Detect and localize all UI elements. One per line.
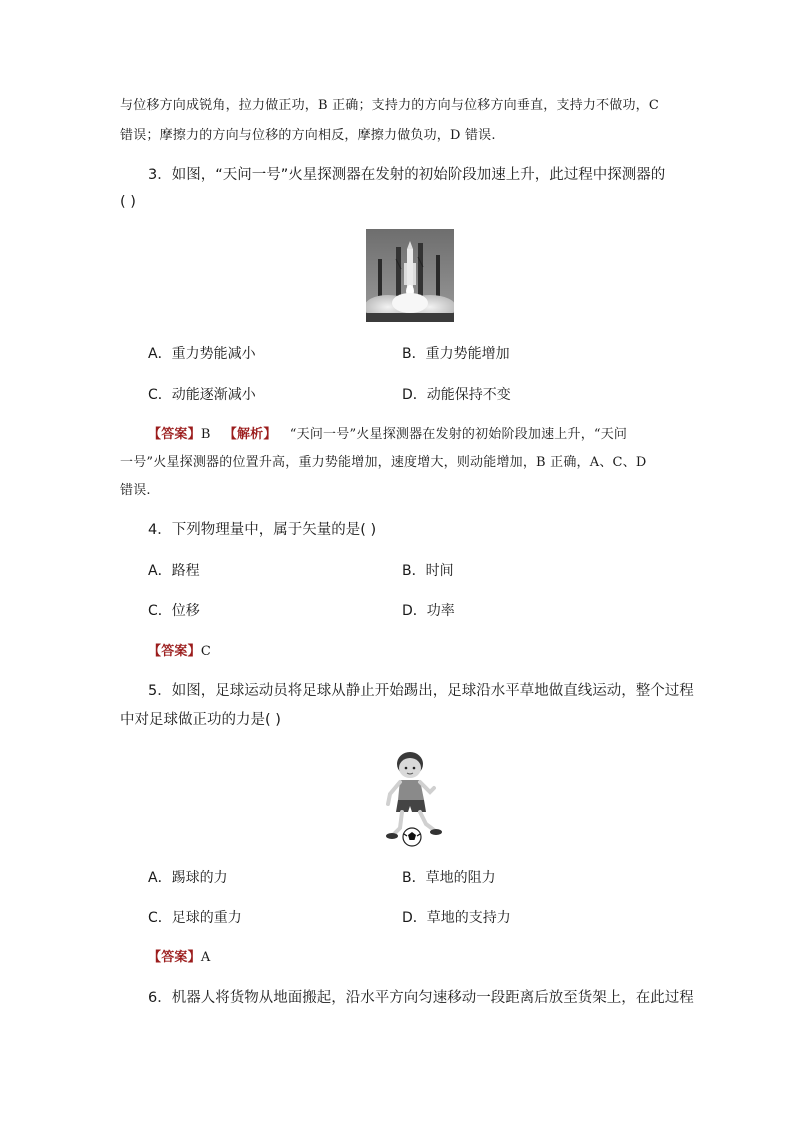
q5-stem-line-1: 5．如图，足球运动员将足球从静止开始踢出，足球沿水平草地做直线运动，整个过程: [148, 683, 694, 699]
q3-analysis-line-2: 一号”火星探测器的位置升高，重力势能增加，速度增大，则动能增加，B 正确，A、C、D: [120, 455, 647, 470]
q4-option-d: D．功率: [402, 603, 455, 619]
q4-answer-label: 【答案】: [148, 644, 201, 659]
q3-option-b: B．重力势能增加: [402, 346, 510, 362]
q3-answer-label: 【答案】: [148, 427, 201, 442]
q3-answer-line: [148, 425, 627, 445]
q3-analysis-label: 【解析】: [223, 427, 277, 442]
q5-answer-label: 【答案】: [148, 950, 201, 965]
q5-option-d: D．草地的支持力: [402, 910, 511, 926]
q5-option-c: C．足球的重力: [148, 910, 242, 926]
q3-analysis-line-3: 错误.: [120, 483, 151, 498]
q5-answer-value: A: [200, 950, 211, 965]
q5-option-a: A．踢球的力: [148, 870, 228, 886]
q3-answer-value: B: [200, 427, 211, 442]
q3-option-a: A．重力势能减小: [148, 346, 256, 362]
rocket-launch-image: [366, 229, 454, 322]
q6-stem-line-1: 6．机器人将货物从地面搬起，沿水平方向匀速移动一段距离后放至货架上，在此过程: [148, 990, 694, 1006]
q4-answer-line: [148, 642, 211, 662]
q4-answer-value: C: [200, 644, 211, 659]
q4-option-c: C．位移: [148, 603, 200, 619]
intro-line-1: 与位移方向成锐角，拉力做正功，B 正确；支持力的方向与位移方向垂直，支持力不做功，C: [120, 98, 660, 113]
q5-answer-line: [148, 948, 210, 968]
soccer-player-image: [378, 748, 446, 848]
q3-option-d: D．动能保持不变: [402, 387, 511, 403]
q4-option-b: B．时间: [402, 563, 454, 579]
q5-option-b: B．草地的阻力: [402, 870, 496, 886]
q3-stem-line-2: ( ): [120, 194, 136, 210]
q3-analysis-line-1: “天问一号”火星探测器在发射的初始阶段加速上升，“天问: [289, 427, 628, 442]
q3-option-c: C．动能逐渐减小: [148, 387, 256, 403]
q4-stem-line-1: 4．下列物理量中，属于矢量的是( ): [148, 522, 377, 538]
intro-line-2: 错误；摩擦力的方向与位移的方向相反，摩擦力做负功，D 错误.: [120, 128, 496, 143]
q3-stem-line-1: 3．如图，“天问一号”火星探测器在发射的初始阶段加速上升，此过程中探测器的: [148, 167, 666, 183]
q5-stem-line-2: 中对足球做正功的力是( ): [120, 712, 281, 728]
q4-option-a: A．路程: [148, 563, 200, 579]
